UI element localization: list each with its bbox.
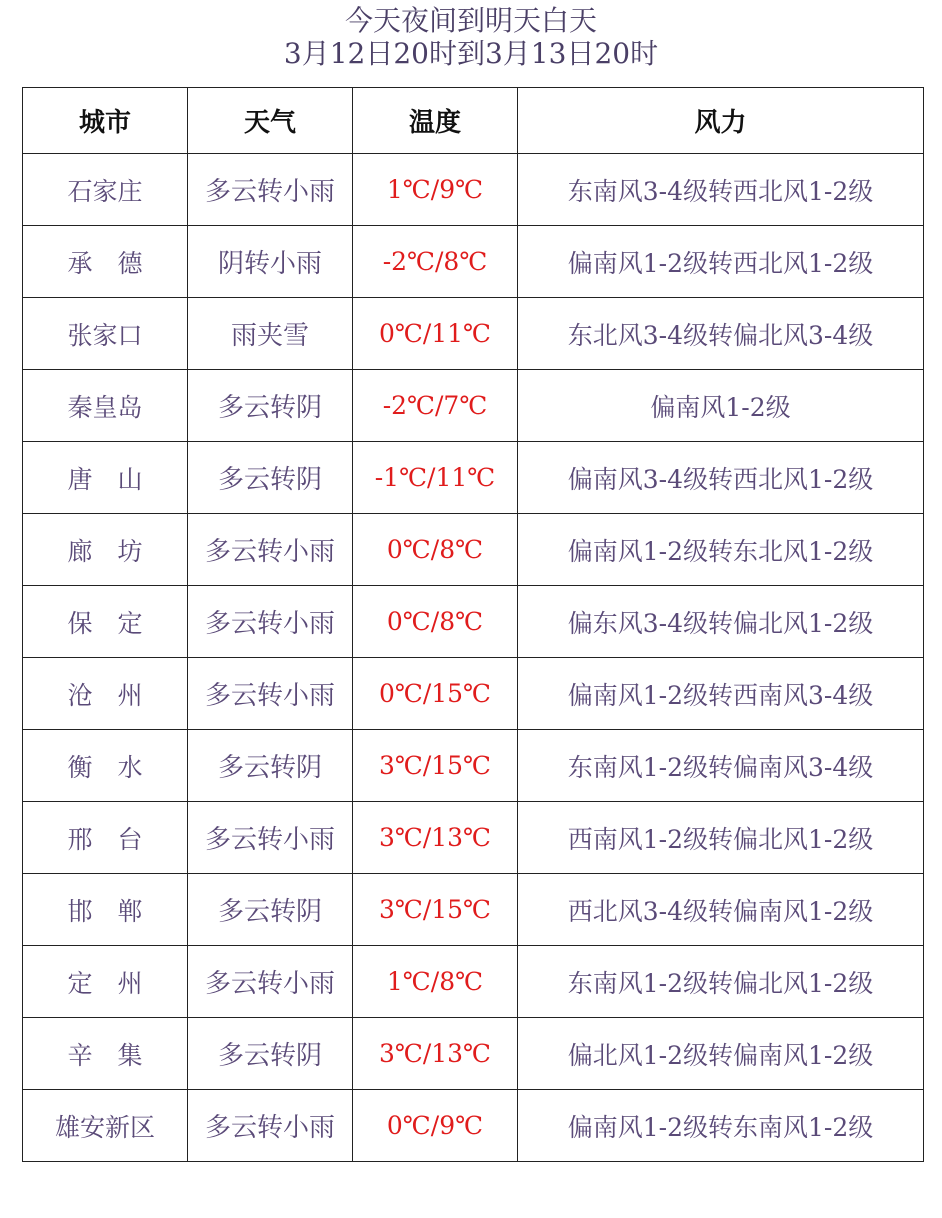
city-cell: 张家口 — [23, 298, 188, 370]
table-row — [23, 1090, 924, 1162]
table-row — [23, 370, 924, 442]
column-header-weather: 天气 — [188, 88, 353, 154]
weather-cell: 阴转小雨 — [188, 226, 353, 298]
weather-cell: 多云转小雨 — [188, 586, 353, 658]
wind-cell: 偏南风1-2级转东北风1-2级 — [518, 514, 924, 586]
temperature-cell: 0℃/8℃ — [353, 586, 518, 658]
city-cell: 秦皇岛 — [23, 370, 188, 442]
city-cell: 辛 集 — [23, 1018, 188, 1090]
weather-cell: 多云转小雨 — [188, 658, 353, 730]
temperature-cell: 0℃/9℃ — [353, 1090, 518, 1162]
city-cell: 保 定 — [23, 586, 188, 658]
wind-cell: 偏南风1-2级转西南风3-4级 — [518, 658, 924, 730]
column-header-temperature: 温度 — [353, 88, 518, 154]
forecast-title — [0, 4, 942, 70]
weather-cell: 多云转小雨 — [188, 154, 353, 226]
wind-cell: 东南风1-2级转偏北风1-2级 — [518, 946, 924, 1018]
city-cell: 廊 坊 — [23, 514, 188, 586]
city-cell: 雄安新区 — [23, 1090, 188, 1162]
temperature-cell: 0℃/8℃ — [353, 514, 518, 586]
temperature-cell: 3℃/13℃ — [353, 802, 518, 874]
temperature-cell: -1℃/11℃ — [353, 442, 518, 514]
table-row — [23, 586, 924, 658]
wind-cell: 偏南风1-2级转东南风1-2级 — [518, 1090, 924, 1162]
weather-cell: 多云转阴 — [188, 442, 353, 514]
city-cell: 邢 台 — [23, 802, 188, 874]
wind-cell: 东南风1-2级转偏南风3-4级 — [518, 730, 924, 802]
city-cell: 唐 山 — [23, 442, 188, 514]
city-cell: 沧 州 — [23, 658, 188, 730]
temperature-cell: 0℃/11℃ — [353, 298, 518, 370]
table-row — [23, 1018, 924, 1090]
wind-cell: 偏南风1-2级转西北风1-2级 — [518, 226, 924, 298]
table-row — [23, 874, 924, 946]
temperature-cell: -2℃/7℃ — [353, 370, 518, 442]
wind-cell: 偏南风1-2级 — [518, 370, 924, 442]
weather-cell: 多云转阴 — [188, 370, 353, 442]
table-row — [23, 658, 924, 730]
temperature-cell: 0℃/15℃ — [353, 658, 518, 730]
table-row — [23, 514, 924, 586]
title-date-range: 3月12日20时到3月13日20时 — [283, 37, 659, 70]
weather-cell: 雨夹雪 — [188, 298, 353, 370]
table-body — [23, 154, 924, 1162]
table-row — [23, 298, 924, 370]
weather-cell: 多云转小雨 — [188, 514, 353, 586]
table-row — [23, 442, 924, 514]
wind-cell: 西南风1-2级转偏北风1-2级 — [518, 802, 924, 874]
weather-cell: 多云转阴 — [188, 730, 353, 802]
forecast-table — [22, 87, 924, 1162]
city-cell: 衡 水 — [23, 730, 188, 802]
weather-cell: 多云转小雨 — [188, 1090, 353, 1162]
table-header-row — [23, 88, 924, 154]
weather-cell: 多云转阴 — [188, 874, 353, 946]
table-row — [23, 730, 924, 802]
weather-cell: 多云转小雨 — [188, 946, 353, 1018]
column-header-city: 城市 — [23, 88, 188, 154]
wind-cell: 东北风3-4级转偏北风3-4级 — [518, 298, 924, 370]
table-row — [23, 226, 924, 298]
temperature-cell: 3℃/13℃ — [353, 1018, 518, 1090]
temperature-cell: 1℃/9℃ — [353, 154, 518, 226]
wind-cell: 偏南风3-4级转西北风1-2级 — [518, 442, 924, 514]
weather-cell: 多云转小雨 — [188, 802, 353, 874]
city-cell: 定 州 — [23, 946, 188, 1018]
wind-cell: 西北风3-4级转偏南风1-2级 — [518, 874, 924, 946]
temperature-cell: -2℃/8℃ — [353, 226, 518, 298]
column-header-wind: 风力 — [518, 88, 924, 154]
city-cell: 邯 郸 — [23, 874, 188, 946]
weather-cell: 多云转阴 — [188, 1018, 353, 1090]
table-row — [23, 802, 924, 874]
wind-cell: 东南风3-4级转西北风1-2级 — [518, 154, 924, 226]
temperature-cell: 3℃/15℃ — [353, 874, 518, 946]
wind-cell: 偏北风1-2级转偏南风1-2级 — [518, 1018, 924, 1090]
title-period: 今天夜间到明天白天 — [344, 4, 597, 37]
table-row — [23, 154, 924, 226]
city-cell: 承 德 — [23, 226, 188, 298]
temperature-cell: 1℃/8℃ — [353, 946, 518, 1018]
temperature-cell: 3℃/15℃ — [353, 730, 518, 802]
wind-cell: 偏东风3-4级转偏北风1-2级 — [518, 586, 924, 658]
city-cell: 石家庄 — [23, 154, 188, 226]
table-row — [23, 946, 924, 1018]
